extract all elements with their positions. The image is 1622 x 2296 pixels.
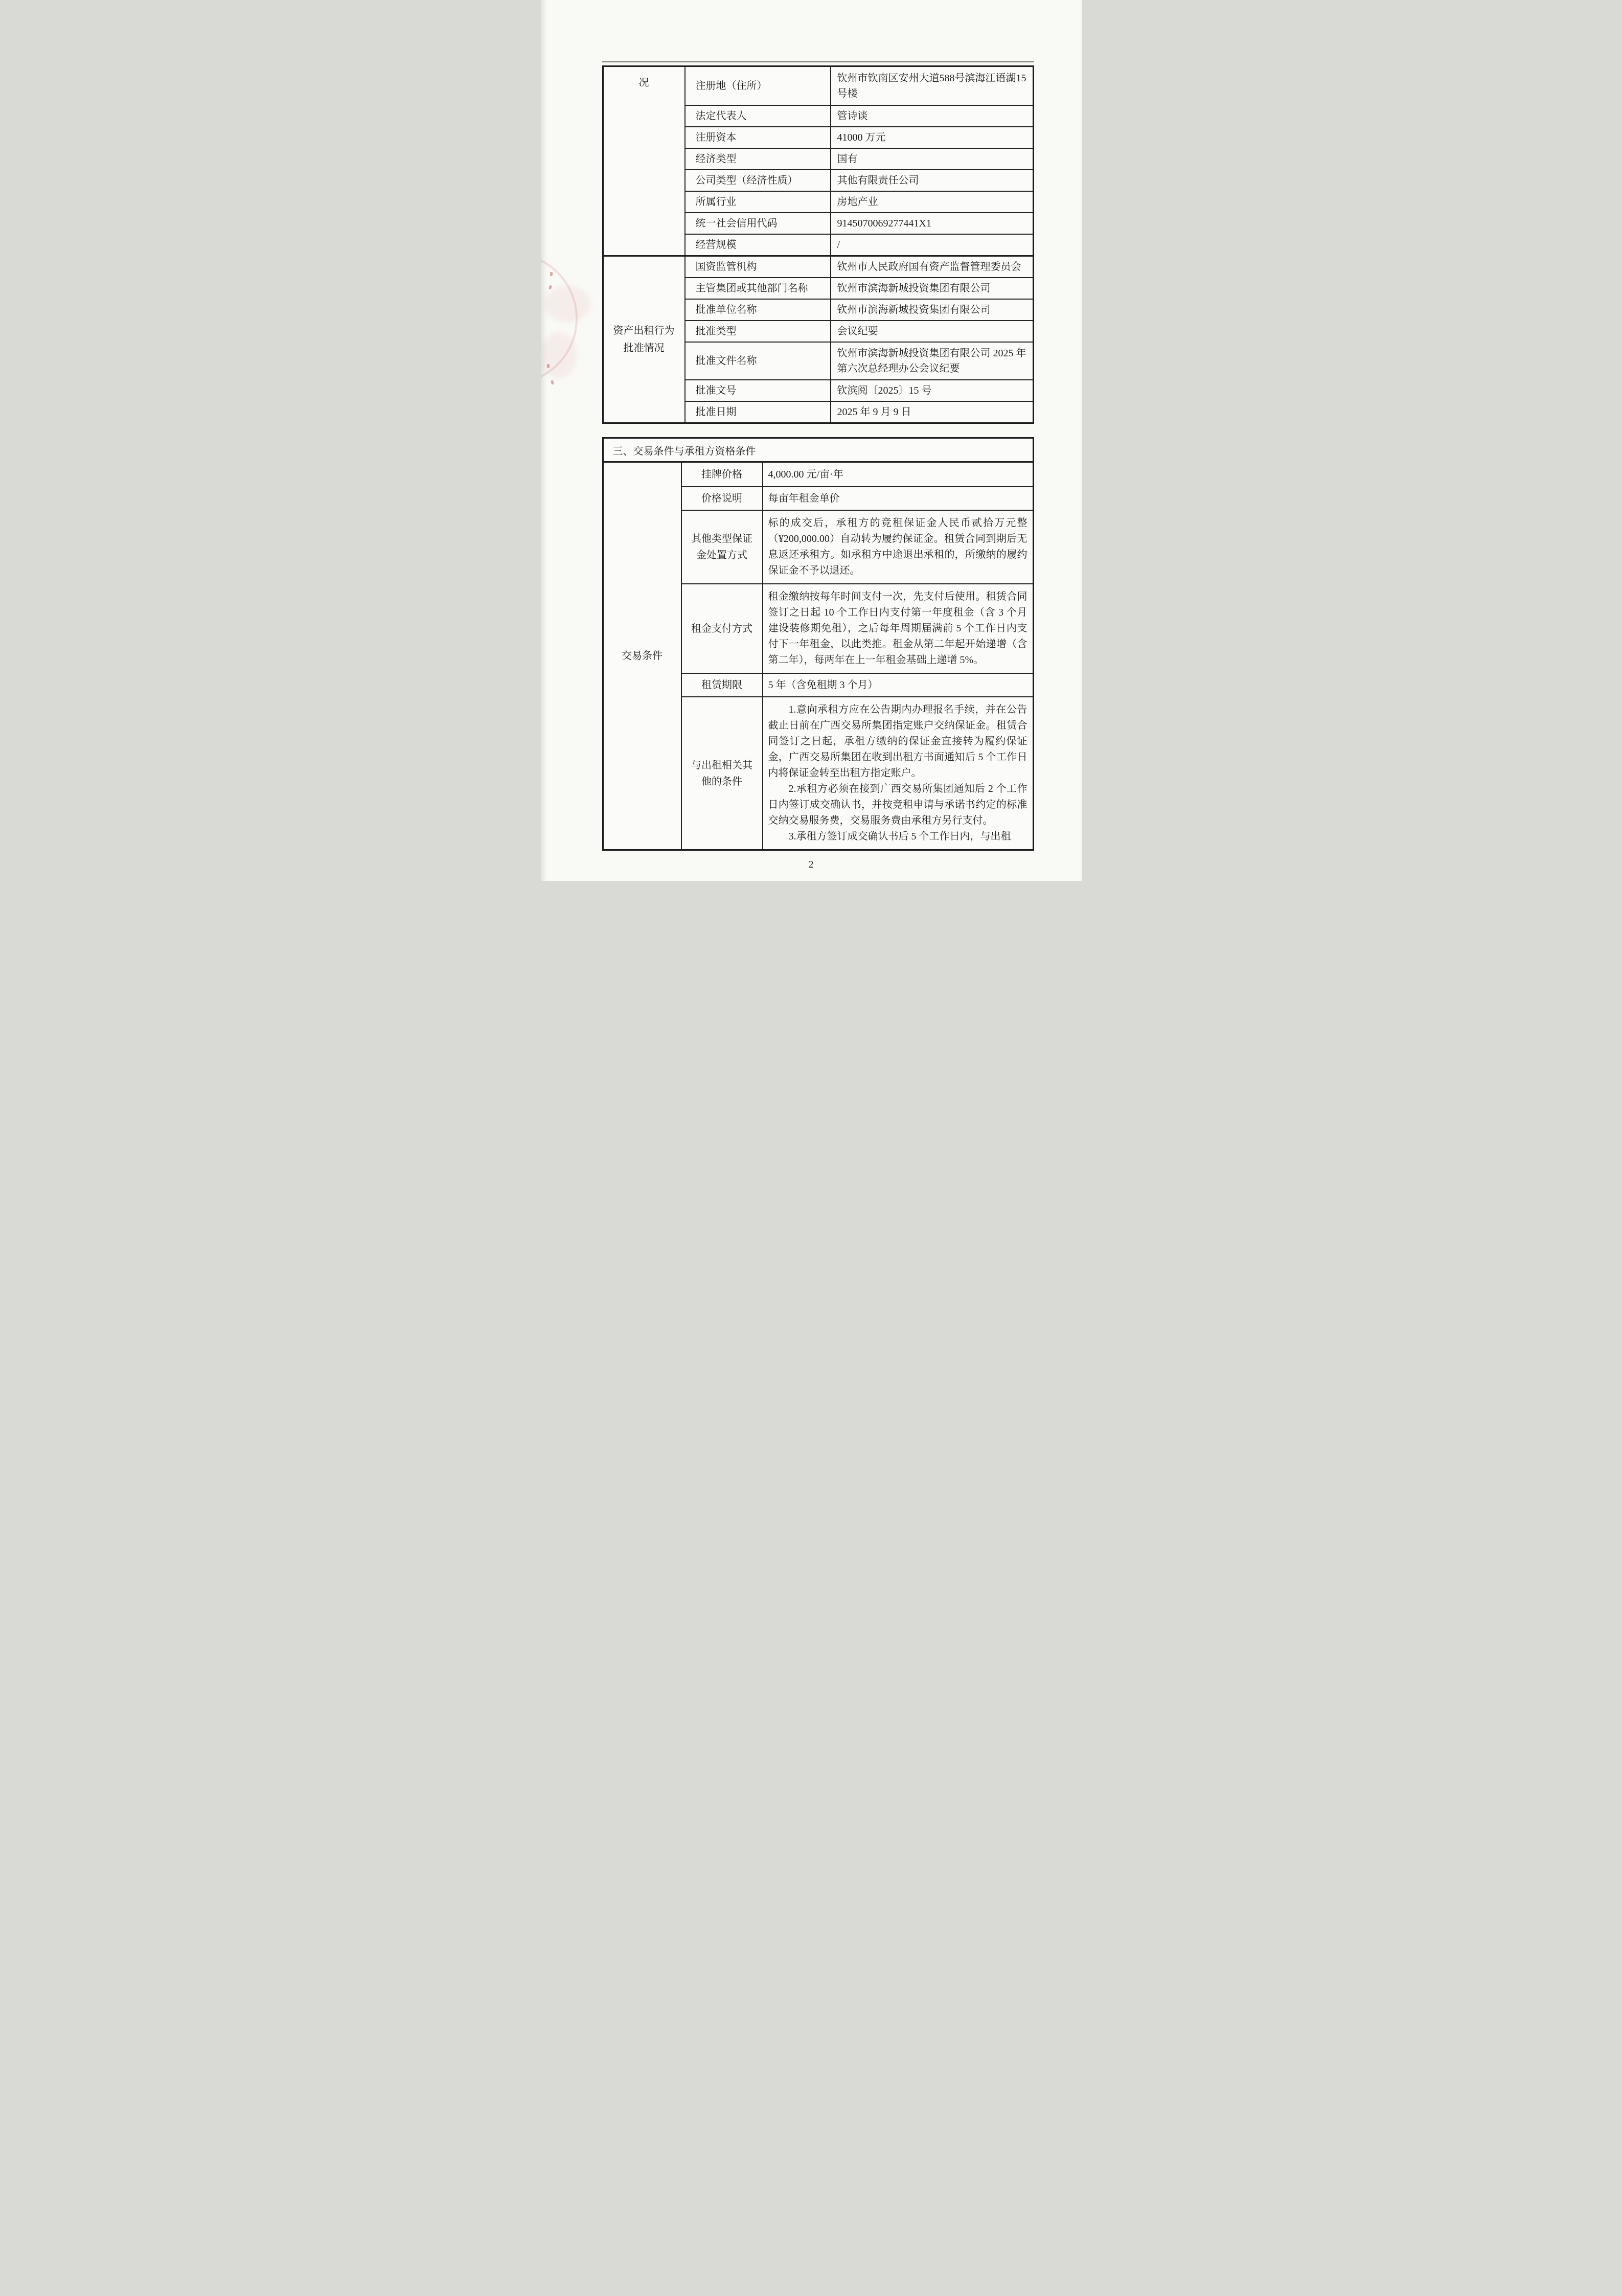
row-label: 租赁期限 [682,674,763,696]
table-row [686,234,1033,255]
transaction-conditions-table [602,437,1034,851]
red-seal-speck [548,285,552,289]
row-value: 钦州市人民政府国有资产监督管理委员会 [837,261,1021,272]
condition-paragraph: 2.承租方必须在接到广西交易所集团通知后 2 个工作日内签订成交确认书，并按竞租申请与承诺书约定的标准交纳交易服务费，交易服务费由承租方另行支付。 [768,783,1027,826]
red-seal-stamp [541,253,578,384]
stub-kuang-continued-header: 况 [638,77,649,88]
row-value: 钦州市滨海新城投资集团有限公司 2025 年第六次总经理办公会议纪要 [837,348,1026,374]
table-row [686,401,1033,422]
row-label: 其他类型保证金处置方式 [682,511,763,583]
transaction-conditions-rows [681,463,1033,849]
row-label: 价格说明 [682,487,763,510]
row-value: 租金缴纳按每年时间支付一次，先支付后使用。租赁合同签订之日起 10 个工作日内支付第一年度租金（含 3 个月建设装修期免租），之后每年周期届满前 5 个工作日内支付下一年租金，以此类推。租金从第二年起开始递增（含第二年），每两年在上一年租金基础上递增 5%。 [768,591,1027,666]
stub-lease-approval-header: 资产出租行为批准情况 [613,325,675,354]
row-label: 注册地（住所） [686,67,831,105]
row-value: 会议纪要 [837,326,878,337]
basic-info-group [604,67,1033,255]
lease-approval-group [604,255,1033,422]
table-row [686,299,1033,320]
registration-info-table [602,65,1034,424]
scanned-document-page [541,0,1082,881]
table-row [686,257,1033,277]
section-title: 三、交易条件与承租方资格条件 [612,445,756,457]
row-value: 钦州市滨海新城投资集团有限公司 [837,283,991,294]
row-label: 批准单位名称 [686,300,831,320]
transaction-conditions-body [604,461,1033,849]
row-value: 41000 万元 [837,132,886,143]
row-label: 公司类型（经济性质） [686,170,831,191]
row-label: 批准类型 [686,321,831,342]
red-seal-speck [550,272,553,276]
row-value: 2025 年 9 月 9 日 [837,406,911,418]
table-row [686,126,1033,148]
table-row [686,67,1033,105]
table-row [686,105,1033,126]
row-label: 统一社会信用代码 [686,213,831,234]
row-label: 注册资本 [686,127,831,148]
table-row [686,379,1033,401]
lease-approval-rows [684,257,1033,422]
row-value: / [837,239,840,251]
row-value: 9145070069277441X1 [837,218,931,229]
row-value: 管诗谈 [837,110,868,122]
row-value: 钦滨阅〔2025〕15 号 [837,385,932,396]
table-row [686,342,1033,379]
row-label: 主管集团或其他部门名称 [686,278,831,299]
table-row [682,696,1033,849]
row-value: 每亩年租金单价 [768,493,840,504]
row-value: 房地产业 [837,196,878,208]
row-value: 钦州市滨海新城投资集团有限公司 [837,304,991,315]
row-label: 经营规模 [686,235,831,255]
row-label: 挂牌价格 [682,463,763,486]
row-value: 4,000.00 元/亩·年 [768,469,843,480]
row-label: 批准文件名称 [686,343,831,379]
scan-edge-shadow [541,0,548,881]
table-row [682,583,1033,673]
table-row [686,169,1033,191]
condition-paragraph: 3.承租方签订成交确认书后 5 个工作日内，与出租 [788,831,1011,842]
row-label: 经济类型 [686,149,831,169]
row-label: 国资监管机构 [686,257,831,277]
table-row [686,212,1033,234]
row-label: 租金支付方式 [682,584,763,673]
table-row [686,148,1033,169]
condition-paragraph: 1.意向承租方应在公告期内办理报名手续，并在公告截止日前在广西交易所集团指定账户交纳保证金。租赁合同签订之日起，承租方缴纳的保证金直接转为履约保证金，广西交易所集团在收到出租方书面通知后 5 个工作日内将保证金转至出租方指定账户。 [768,704,1027,779]
table-row [686,191,1033,212]
stub-transaction-conditions-header: 交易条件 [622,650,662,662]
table-row [682,463,1033,486]
row-label: 批准日期 [686,402,831,422]
table-row [686,277,1033,299]
red-seal-ink-blob [541,332,577,378]
row-value: 国有 [837,153,858,165]
basic-info-rows [684,67,1033,255]
red-seal-speck [547,364,550,368]
table-row [686,320,1033,342]
red-seal-speck [551,380,554,384]
row-value: 钦州市钦南区安州大道588号滨海江语湖15号楼 [837,73,1026,99]
table-row [682,510,1033,583]
row-value: 其他有限责任公司 [837,175,919,186]
red-seal-ink-blob [544,286,591,322]
row-label: 法定代表人 [686,106,831,126]
page-number: 2 [808,859,814,870]
row-label: 与出租相关其他的条件 [682,697,763,849]
row-label: 批准文号 [686,380,831,401]
row-label: 所属行业 [686,192,831,212]
table-row [682,673,1033,696]
row-value-paragraphs [763,697,1033,849]
row-value: 5 年（含免租期 3 个月） [768,679,878,691]
table-row [682,486,1033,510]
row-value: 标的成交后，承租方的竞租保证金人民币贰拾万元整（¥200,000.00）自动转为履约保证金。租赁合同到期后无息返还承租方。如承租方中途退出承租的，所缴纳的履约保证金不予以退还。 [768,517,1027,576]
